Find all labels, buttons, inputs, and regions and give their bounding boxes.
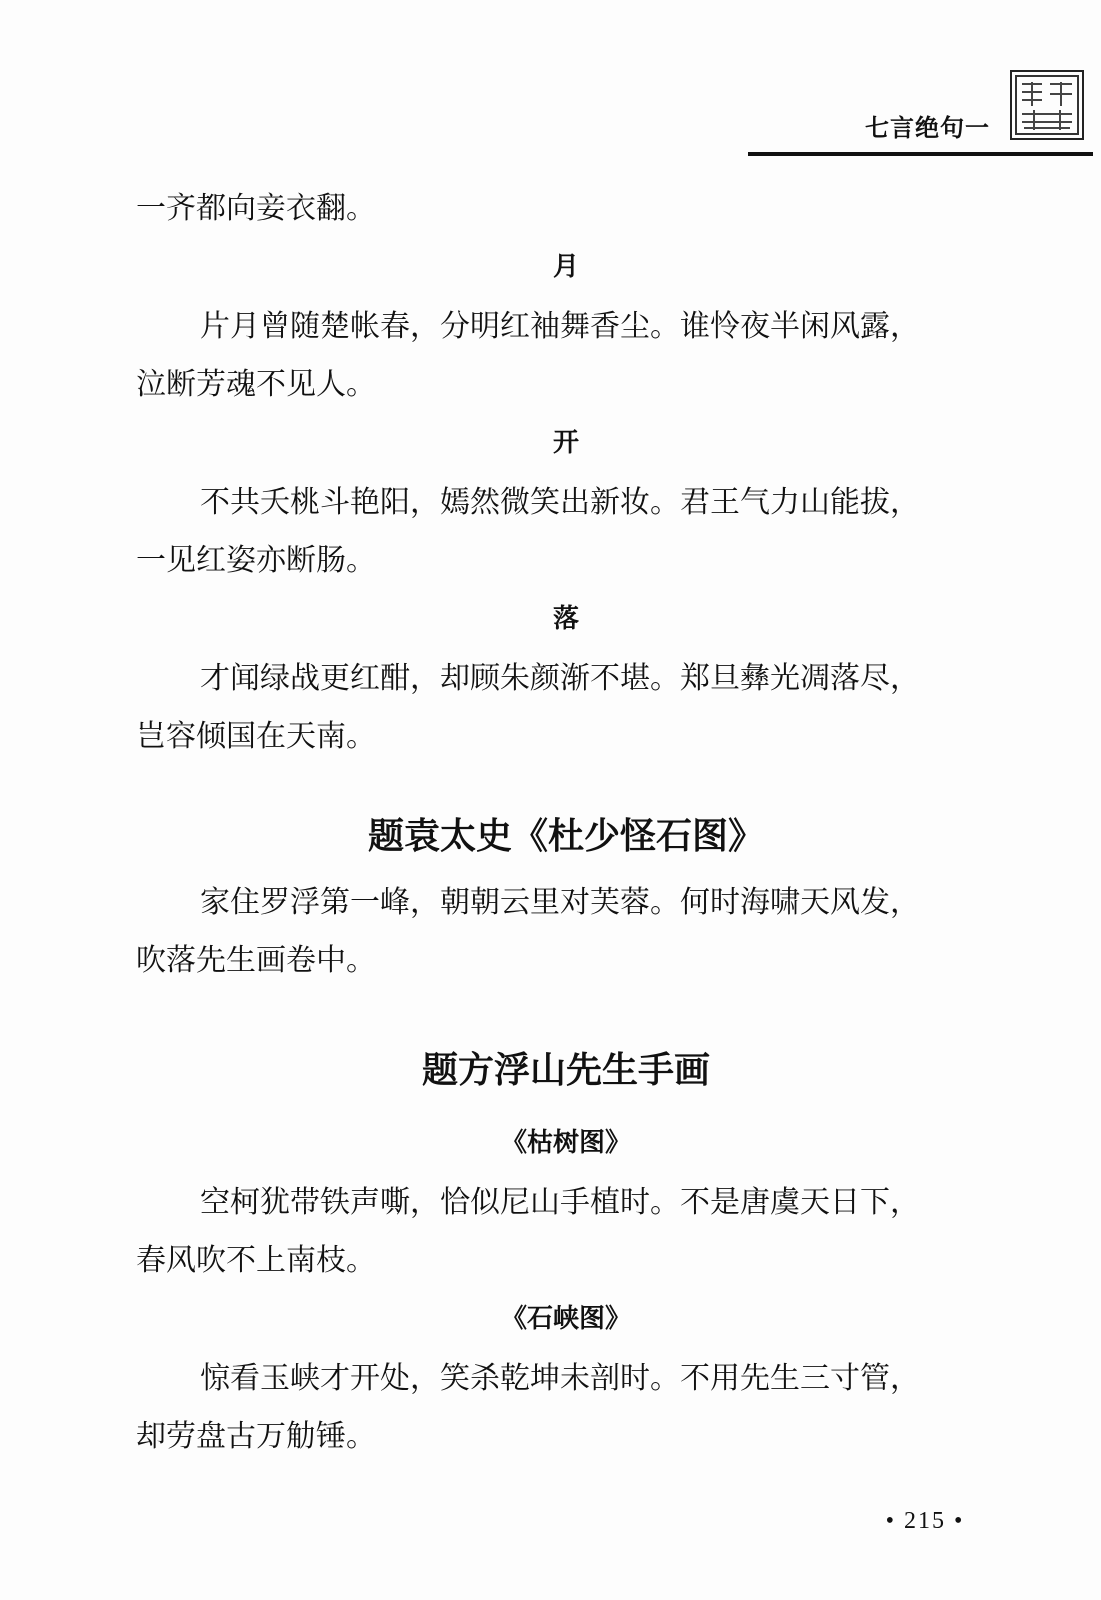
- poem-line: 不共夭桃斗艳阳，嫣然微笑出新妆。君王气力山能拔，: [200, 485, 920, 520]
- subtitle-moon: 月: [552, 252, 579, 282]
- poem-line: 春风吹不上南枝。: [136, 1243, 376, 1278]
- spacer: [136, 990, 996, 1040]
- page-body: [136, 180, 996, 1466]
- poem-title: 题方浮山先生手画: [421, 1049, 710, 1091]
- poem-line: 泣断芳魂不见人。: [136, 367, 376, 402]
- page-number: • 215 •: [885, 1508, 965, 1534]
- poem-line: 家住罗浮第一峰，朝朝云里对芙蓉。何时海啸天风发，: [200, 885, 920, 920]
- poem-title: 题袁太史《杜少怪石图》: [367, 815, 764, 857]
- poem-line: 片月曾随楚帐春，分明红袖舞香尘。谁怜夜半闲风露，: [200, 309, 920, 344]
- spacer: [136, 766, 996, 806]
- header-rule: [748, 152, 1093, 156]
- spacer: [136, 1100, 996, 1114]
- poem-line: 才闻绿战更红酣，却顾朱颜渐不堪。郑旦彝光凋落尽，: [200, 661, 920, 696]
- subtitle-withered-tree: 《枯树图》: [500, 1128, 631, 1158]
- carry-over-line: 一齐都向妾衣翻。: [136, 191, 376, 226]
- poem-line: 岂容倾国在天南。: [136, 719, 376, 754]
- subtitle-fall: 落: [552, 604, 579, 634]
- poem-line: 惊看玉峡才开处，笑杀乾坤未剖时。不用先生三寸管，: [200, 1361, 920, 1396]
- poem-line: 一见红姿亦断肠。: [136, 543, 376, 578]
- seal-stamp: [1010, 70, 1084, 140]
- seal-pattern-icon: [1012, 72, 1082, 138]
- spacer: [136, 866, 996, 874]
- subtitle-stone-gorge: 《石峡图》: [500, 1304, 631, 1334]
- subtitle-open: 开: [552, 428, 579, 458]
- poem-line: 空柯犹带铁声嘶，恰似尼山手植时。不是唐虞天日下，: [200, 1185, 920, 1220]
- running-title: 七言绝句一: [865, 114, 990, 142]
- poem-line: 吹落先生画卷中。: [136, 943, 376, 978]
- poem-line: 却劳盘古万觔锤。: [136, 1419, 376, 1454]
